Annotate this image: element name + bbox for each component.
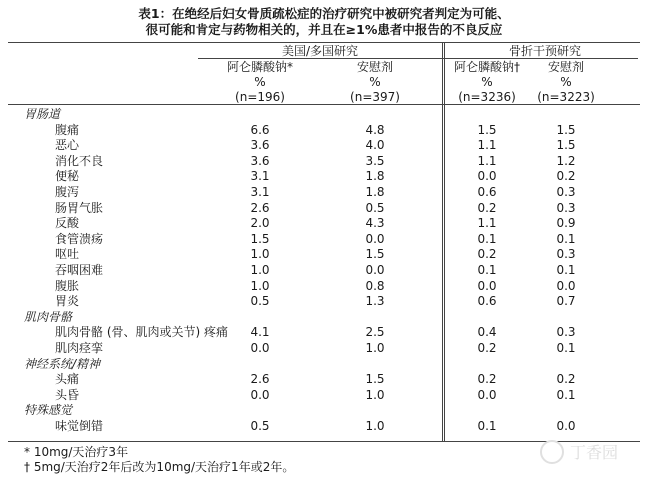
row-label: 腹痛 — [55, 122, 80, 137]
table-cell-value: 1.0 — [250, 263, 270, 277]
table-cell-value: 1.2 — [556, 153, 576, 168]
table-cell-value: 1.5 — [365, 372, 385, 387]
table-cell-value: 0.0 — [556, 278, 576, 293]
watermark-logo — [540, 438, 636, 474]
table-cell-value: 0.3 — [556, 185, 576, 199]
category-heading: 神经系统/精神 — [24, 356, 101, 371]
table-cell-value: 0.0 — [250, 387, 270, 402]
table-cell-value: 0.1 — [556, 263, 576, 277]
table-cell-value: 0.3 — [556, 200, 576, 215]
table-cell-value: 0.0 — [365, 231, 385, 246]
table-cell-value: 1.3 — [365, 294, 385, 309]
table-cell-value: 0.1 — [477, 231, 497, 246]
table-cell-value: 0.7 — [556, 294, 576, 309]
table-cell-value: 1.1 — [477, 216, 497, 231]
column-header-n: (n=3236) — [458, 90, 516, 104]
table-cell-value: 2.6 — [250, 372, 270, 387]
group-header-us-multinational: 美国/多国研究 — [281, 44, 359, 58]
row-label: 胃炎 — [55, 294, 80, 309]
column-header-drug: 阿仑膦酸钠† — [453, 60, 521, 74]
table-cell-value: 3.1 — [250, 169, 270, 184]
header-rule — [8, 104, 640, 105]
table-cell-value: 0.3 — [556, 325, 576, 340]
table-cell-value: 0.0 — [556, 419, 576, 433]
table-cell-value: 3.6 — [250, 138, 270, 153]
table-cell-value: 1.0 — [365, 387, 385, 402]
table-cell-value: 1.5 — [556, 138, 576, 153]
table-cell-value: 1.0 — [250, 247, 270, 262]
table-cell-value: 3.6 — [250, 153, 270, 168]
table-cell-value: 0.6 — [477, 294, 497, 309]
table-cell-value: 0.0 — [477, 278, 497, 293]
table-cell-value: 0.5 — [250, 294, 270, 309]
table-cell-value: 0.9 — [556, 216, 576, 231]
table-cell-value: 1.5 — [477, 122, 497, 137]
column-header-n: (n=3223) — [537, 90, 595, 104]
table-cell-value: 3.5 — [365, 153, 385, 168]
row-label: 腹胀 — [55, 278, 80, 293]
row-label: 肌肉痉挛 — [55, 341, 104, 355]
table-cell-value: 6.6 — [250, 122, 270, 137]
table-cell-value: 1.1 — [477, 138, 497, 153]
row-label: 头痛 — [55, 372, 80, 387]
table-cell-value: 0.3 — [556, 247, 576, 262]
table-cell-value: 0.2 — [477, 341, 497, 355]
table-cell-value: 0.0 — [477, 387, 497, 402]
table-cell-value: 1.0 — [365, 419, 385, 433]
table-cell-value: 1.5 — [556, 122, 576, 137]
group-header-fracture-intervention: 骨折干预研究 — [508, 44, 582, 58]
table-cell-value: 0.1 — [556, 387, 576, 402]
row-label: 肌肉骨骼 (骨、肌肉或关节) 疼痛 — [55, 325, 228, 340]
row-label: 吞咽困难 — [55, 263, 104, 277]
table-cell-value: 1.5 — [250, 231, 270, 246]
table-cell-value: 4.0 — [365, 138, 385, 153]
column-header-unit: % — [369, 75, 381, 89]
row-label: 肠胃气胀 — [55, 200, 104, 215]
row-label: 反酸 — [55, 216, 80, 231]
table-cell-value: 2.6 — [250, 200, 270, 215]
category-heading: 胃肠道 — [24, 107, 61, 121]
group-rule — [198, 58, 638, 59]
table-cell-value: 0.6 — [477, 185, 497, 199]
row-label: 消化不良 — [55, 153, 104, 168]
table-cell-value: 4.3 — [365, 216, 385, 231]
table-cell-value: 2.5 — [365, 325, 385, 340]
category-heading: 肌肉骨骼 — [24, 309, 73, 324]
table-cell-value: 1.8 — [365, 169, 385, 184]
column-header-unit: % — [560, 75, 572, 89]
table-cell-value: 0.0 — [365, 263, 385, 277]
column-header-n: (n=196) — [235, 90, 285, 104]
column-header-unit: % — [254, 75, 266, 89]
table-cell-value: 0.0 — [250, 341, 270, 355]
table-cell-value: 3.1 — [250, 185, 270, 199]
table-cell-value: 0.4 — [477, 325, 497, 340]
row-label: 恶心 — [55, 138, 80, 153]
watermark-text: 丁香园 — [570, 443, 619, 462]
table-cell-value: 0.2 — [556, 372, 576, 387]
row-label: 腹泻 — [55, 185, 80, 199]
table-cell-value: 0.5 — [365, 200, 385, 215]
table-cell-value: 0.2 — [477, 372, 497, 387]
table-cell-value: 0.1 — [477, 263, 497, 277]
table-cell-value: 0.2 — [556, 169, 576, 184]
top-rule — [8, 42, 640, 43]
footnote-2: † 5mg/天治疗2年后改为10mg/天治疗1年或2年。 — [24, 460, 295, 474]
table-cell-value: 0.1 — [477, 419, 497, 433]
row-label: 食管溃疡 — [55, 231, 104, 246]
table-cell-value: 4.1 — [250, 325, 270, 340]
table-title-line2: 很可能和肯定与药物相关的，并且在≥1%患者中报告的不良反应 — [145, 22, 503, 37]
row-label: 头昏 — [55, 387, 80, 402]
table-cell-value: 0.2 — [477, 247, 497, 262]
table-cell-value: 1.0 — [365, 341, 385, 355]
table-cell-value: 1.0 — [250, 278, 270, 293]
table-cell-value: 2.0 — [250, 216, 270, 231]
column-header-unit: % — [481, 75, 493, 89]
row-label: 味觉倒错 — [55, 419, 104, 433]
column-header-drug: 阿仑膦酸钠* — [226, 60, 294, 74]
group-divider — [442, 42, 445, 441]
table-cell-value: 0.2 — [477, 200, 497, 215]
category-heading: 特殊感觉 — [24, 403, 73, 418]
table-cell-value: 4.8 — [365, 122, 385, 137]
table-cell-value: 1.5 — [365, 247, 385, 262]
table-cell-value: 0.5 — [250, 419, 270, 433]
table-title-line1: 表1：在绝经后妇女骨质疏松症的治疗研究中被研究者判定为可能、 — [138, 6, 510, 21]
column-header-drug: 安慰剂 — [547, 60, 585, 74]
column-header-n: (n=397) — [350, 90, 400, 104]
column-header-drug: 安慰剂 — [356, 60, 394, 74]
watermark-circle-icon — [540, 440, 564, 464]
table-cell-value: 0.1 — [556, 231, 576, 246]
footnote-1: * 10mg/天治疗3年 — [24, 445, 129, 459]
table-cell-value: 1.8 — [365, 185, 385, 199]
row-label: 便秘 — [55, 169, 80, 184]
table-cell-value: 0.0 — [477, 169, 497, 184]
table-cell-value: 0.1 — [556, 341, 576, 355]
row-label: 呕吐 — [55, 247, 80, 262]
table-cell-value: 0.8 — [365, 278, 385, 293]
table-cell-value: 1.1 — [477, 153, 497, 168]
